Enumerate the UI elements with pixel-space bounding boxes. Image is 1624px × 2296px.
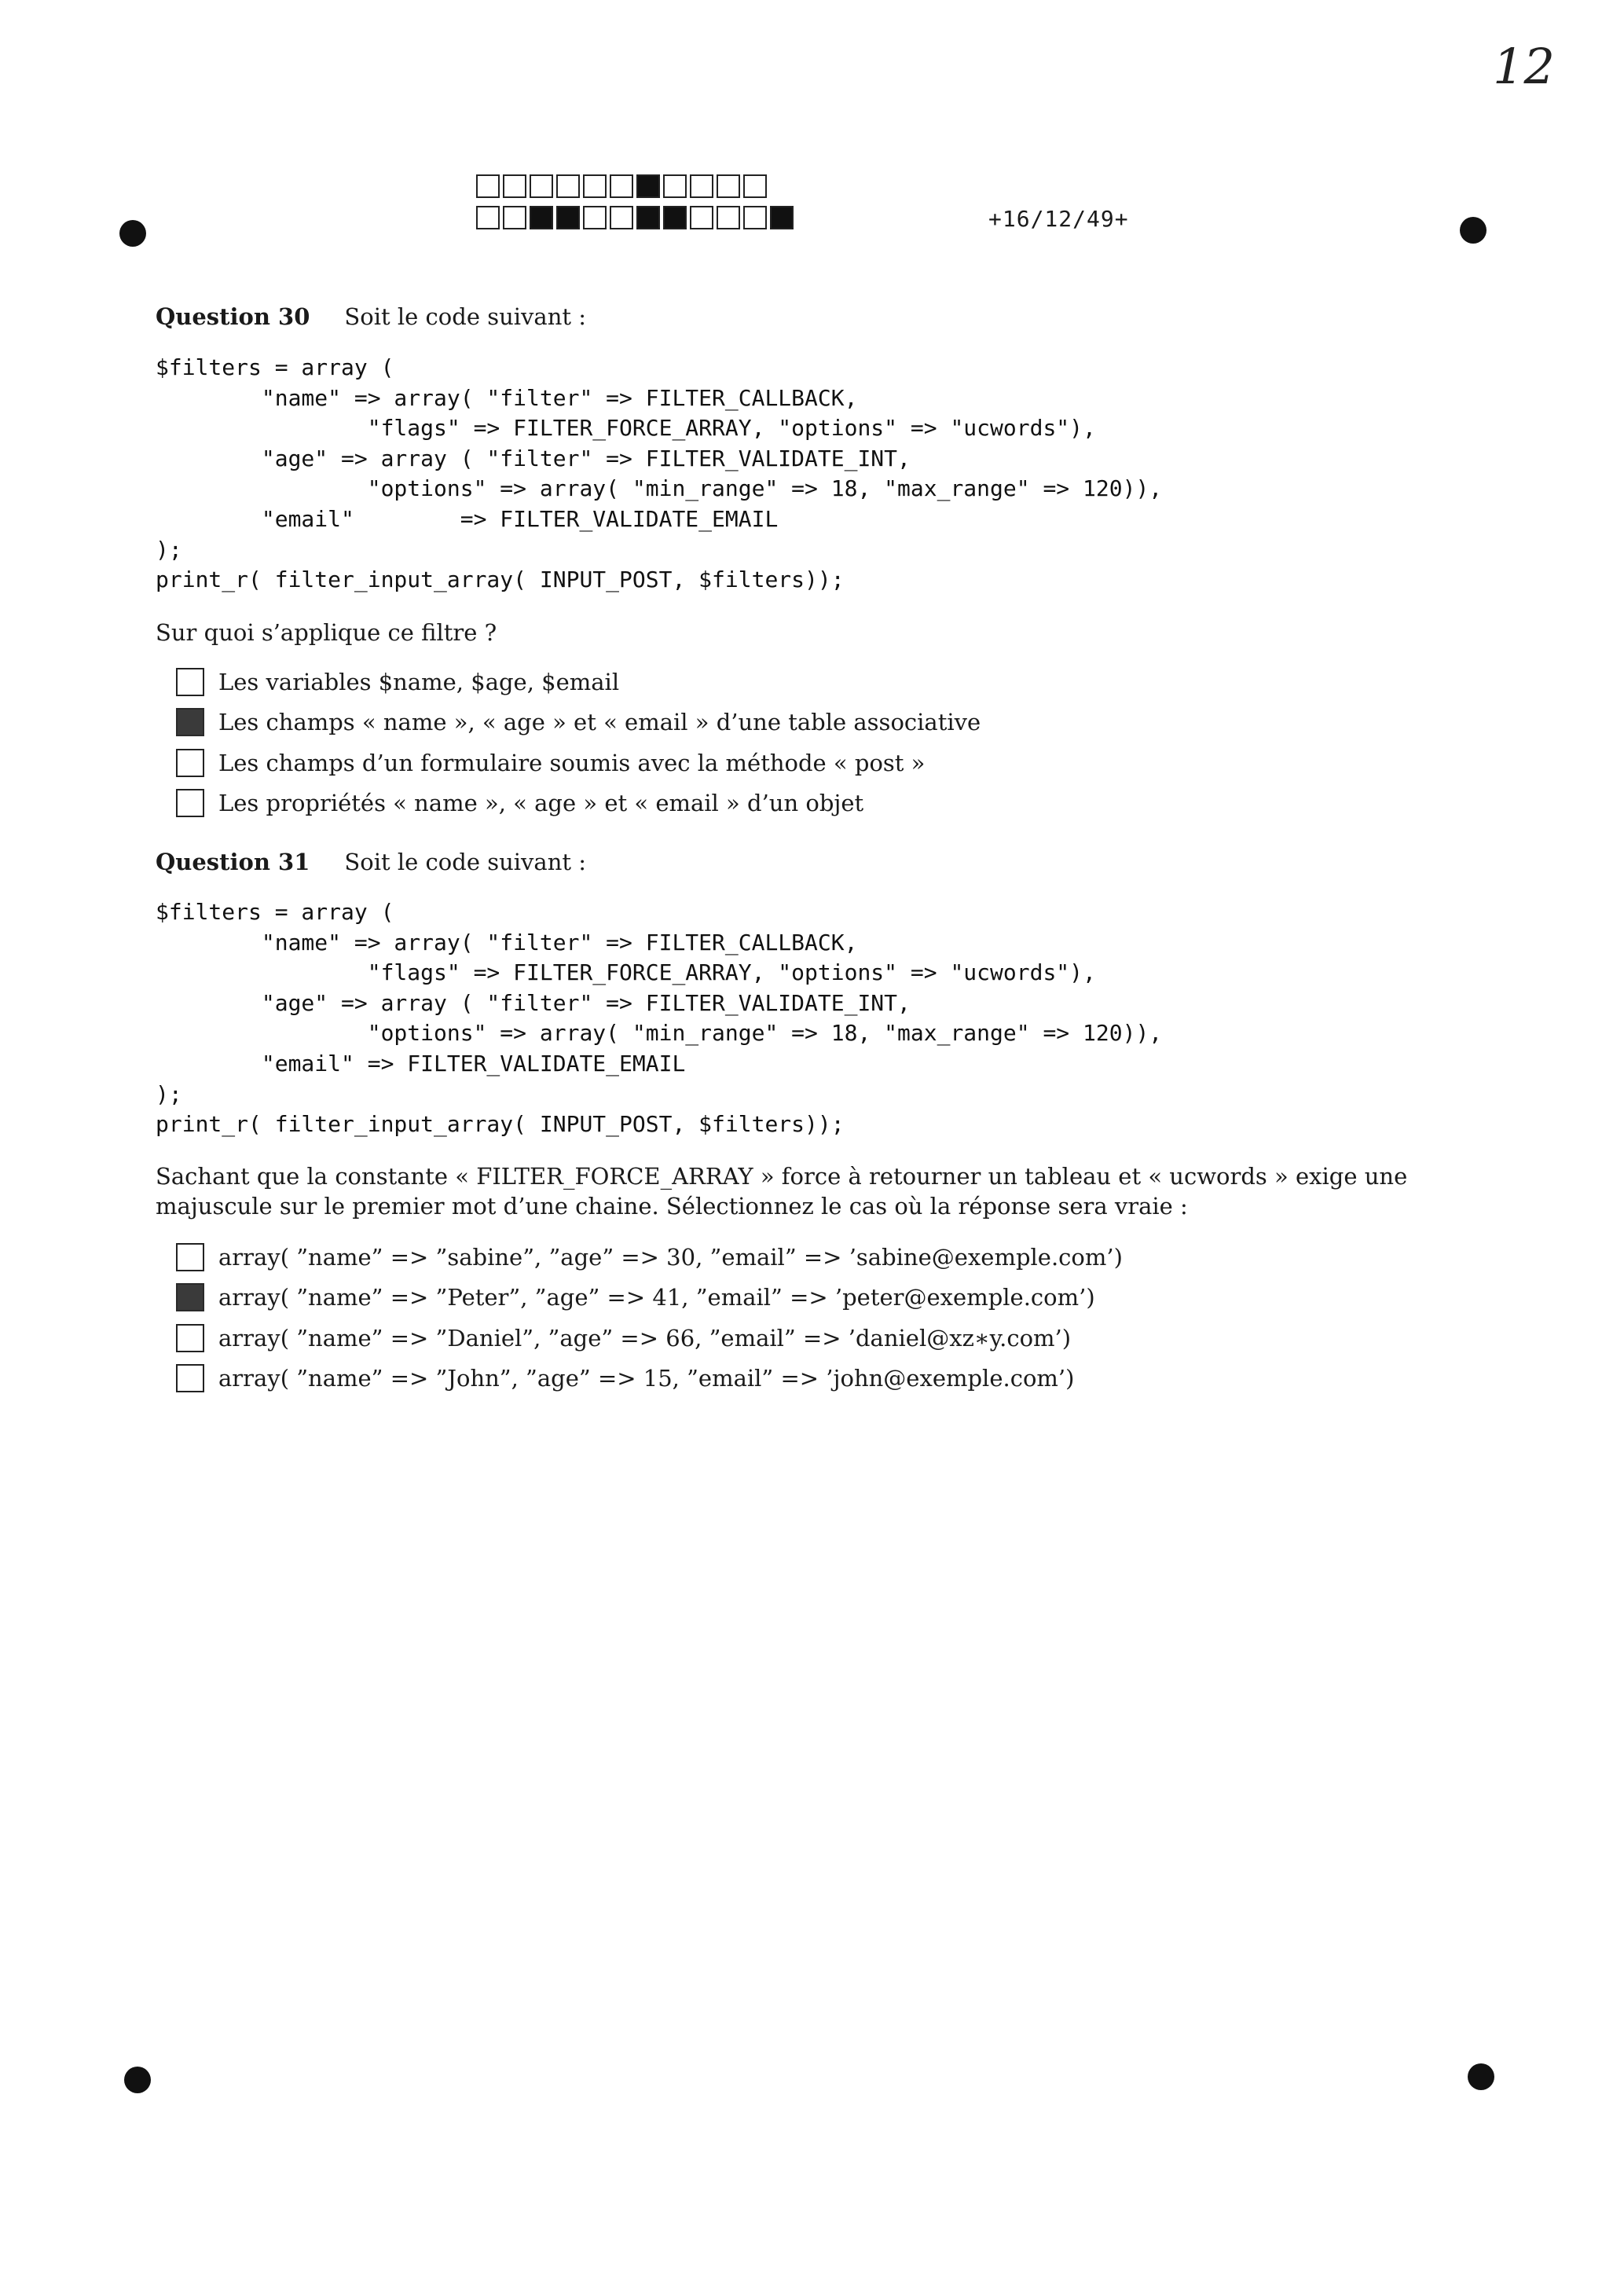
handwritten-page-number: 12: [1493, 38, 1555, 95]
question-30-options: [176, 662, 981, 823]
id-grid-cell: [530, 174, 553, 198]
id-grid-bottom: [476, 206, 797, 229]
id-grid-cell: [743, 206, 767, 229]
question-30-code: $filters = array ( "name" => array( "filter" => FILTER_CALLBACK, "flags" => FILTER_FORCE_ARRAY, "options" => "ucwords"), "age" => array ( "filter" => FILTER_VALIDATE_INT, "options" => array( "min_range" => 18, "max_range" => 120)), "email" => FILTER_VALIDATE_EMAIL ); print_r( filter_input_array( INPUT_POST, $filters));: [156, 354, 1163, 593]
answer-option[interactable]: [176, 702, 981, 743]
option-text: array( ”name” => ”John”, ”age” => 15, ”email” => ’john@exemple.com’): [218, 1365, 1075, 1392]
id-grid-cell: [476, 206, 500, 229]
checkbox[interactable]: [176, 1324, 204, 1352]
option-text: Les champs « name », « age » et « email » d’une table associative: [218, 709, 981, 736]
id-grid-cell: [503, 206, 526, 229]
registration-mark-bottom-left: [124, 2067, 151, 2093]
id-grid-cell: [610, 206, 633, 229]
checkbox[interactable]: [176, 668, 204, 696]
id-grid-cell: [636, 174, 660, 198]
id-grid-cell: [476, 174, 500, 198]
checkbox[interactable]: [176, 1364, 204, 1392]
id-grid-cell: [717, 174, 740, 198]
question-30-prompt: Sur quoi s’applique ce filtre ?: [156, 619, 497, 646]
checkbox[interactable]: [176, 749, 204, 777]
id-grid-cell: [503, 174, 526, 198]
answer-option[interactable]: [176, 662, 981, 702]
question-31-prompt: Sachant que la constante « FILTER_FORCE_ARRAY » force à retourner un tableau et « ucwords » exige une majuscule sur le premier mot d’une chaine. Sélectionnez le cas où la réponse sera vraie :: [156, 1163, 1408, 1220]
option-text: array( ”name” => ”sabine”, ”age” => 30, ”email” => ’sabine@exemple.com’): [218, 1243, 1123, 1271]
answer-option[interactable]: [176, 783, 981, 824]
question-31-options: [176, 1237, 1123, 1399]
id-grid-cell: [556, 206, 580, 229]
answer-option[interactable]: [176, 1278, 1123, 1319]
id-grid-cell: [690, 206, 713, 229]
id-grid-top: [476, 174, 770, 198]
answer-option[interactable]: [176, 1318, 1123, 1359]
option-text: Les propriétés « name », « age » et « email » d’un objet: [218, 790, 864, 817]
option-text: array( ”name” => ”Peter”, ”age” => 41, ”email” => ’peter@exemple.com’): [218, 1284, 1095, 1311]
question-label: Question 30: [156, 303, 310, 330]
id-grid-cell: [610, 174, 633, 198]
question-30-heading: [156, 303, 586, 330]
registration-mark-bottom-right: [1468, 2063, 1494, 2090]
answer-option[interactable]: [176, 1237, 1123, 1278]
registration-mark-top-left: [119, 220, 146, 247]
checkbox[interactable]: [176, 789, 204, 817]
registration-mark-top-right: [1460, 217, 1487, 244]
option-text: Les champs d’un formulaire soumis avec la méthode « post »: [218, 749, 926, 776]
id-grid-cell: [583, 174, 607, 198]
question-label: Question 31: [156, 849, 310, 875]
id-grid-cell: [583, 206, 607, 229]
page-code: +16/12/49+: [988, 206, 1129, 232]
id-grid-cell: [556, 174, 580, 198]
question-31-heading: [156, 849, 586, 875]
id-grid-cell: [530, 206, 553, 229]
id-grid-cell: [717, 206, 740, 229]
question-31-code: $filters = array ( "name" => array( "filter" => FILTER_CALLBACK, "flags" => FILTER_FORCE_ARRAY, "options" => "ucwords"), "age" => array ( "filter" => FILTER_VALIDATE_INT, "options" => array( "min_range" => 18, "max_range" => 120)), "email" => FILTER_VALIDATE_EMAIL ); print_r( filter_input_array( INPUT_POST, $filters));: [156, 899, 1163, 1138]
id-grid-cell: [770, 206, 794, 229]
answer-option[interactable]: [176, 1359, 1123, 1399]
question-intro: Soit le code suivant :: [344, 849, 587, 875]
question-intro: Soit le code suivant :: [344, 303, 587, 330]
option-text: Les variables $name, $age, $email: [218, 668, 620, 695]
id-grid-cell: [663, 174, 687, 198]
id-grid-cell: [663, 206, 687, 229]
id-grid-cell: [743, 174, 767, 198]
id-grid-cell: [690, 174, 713, 198]
id-grid-cell: [636, 206, 660, 229]
checkbox[interactable]: [176, 1243, 204, 1271]
checkbox[interactable]: [176, 1283, 204, 1311]
answer-option[interactable]: [176, 743, 981, 783]
option-text: array( ”name” => ”Daniel”, ”age” => 66, ”email” => ’daniel@xz∗y.com’): [218, 1324, 1072, 1352]
checkbox[interactable]: [176, 708, 204, 736]
